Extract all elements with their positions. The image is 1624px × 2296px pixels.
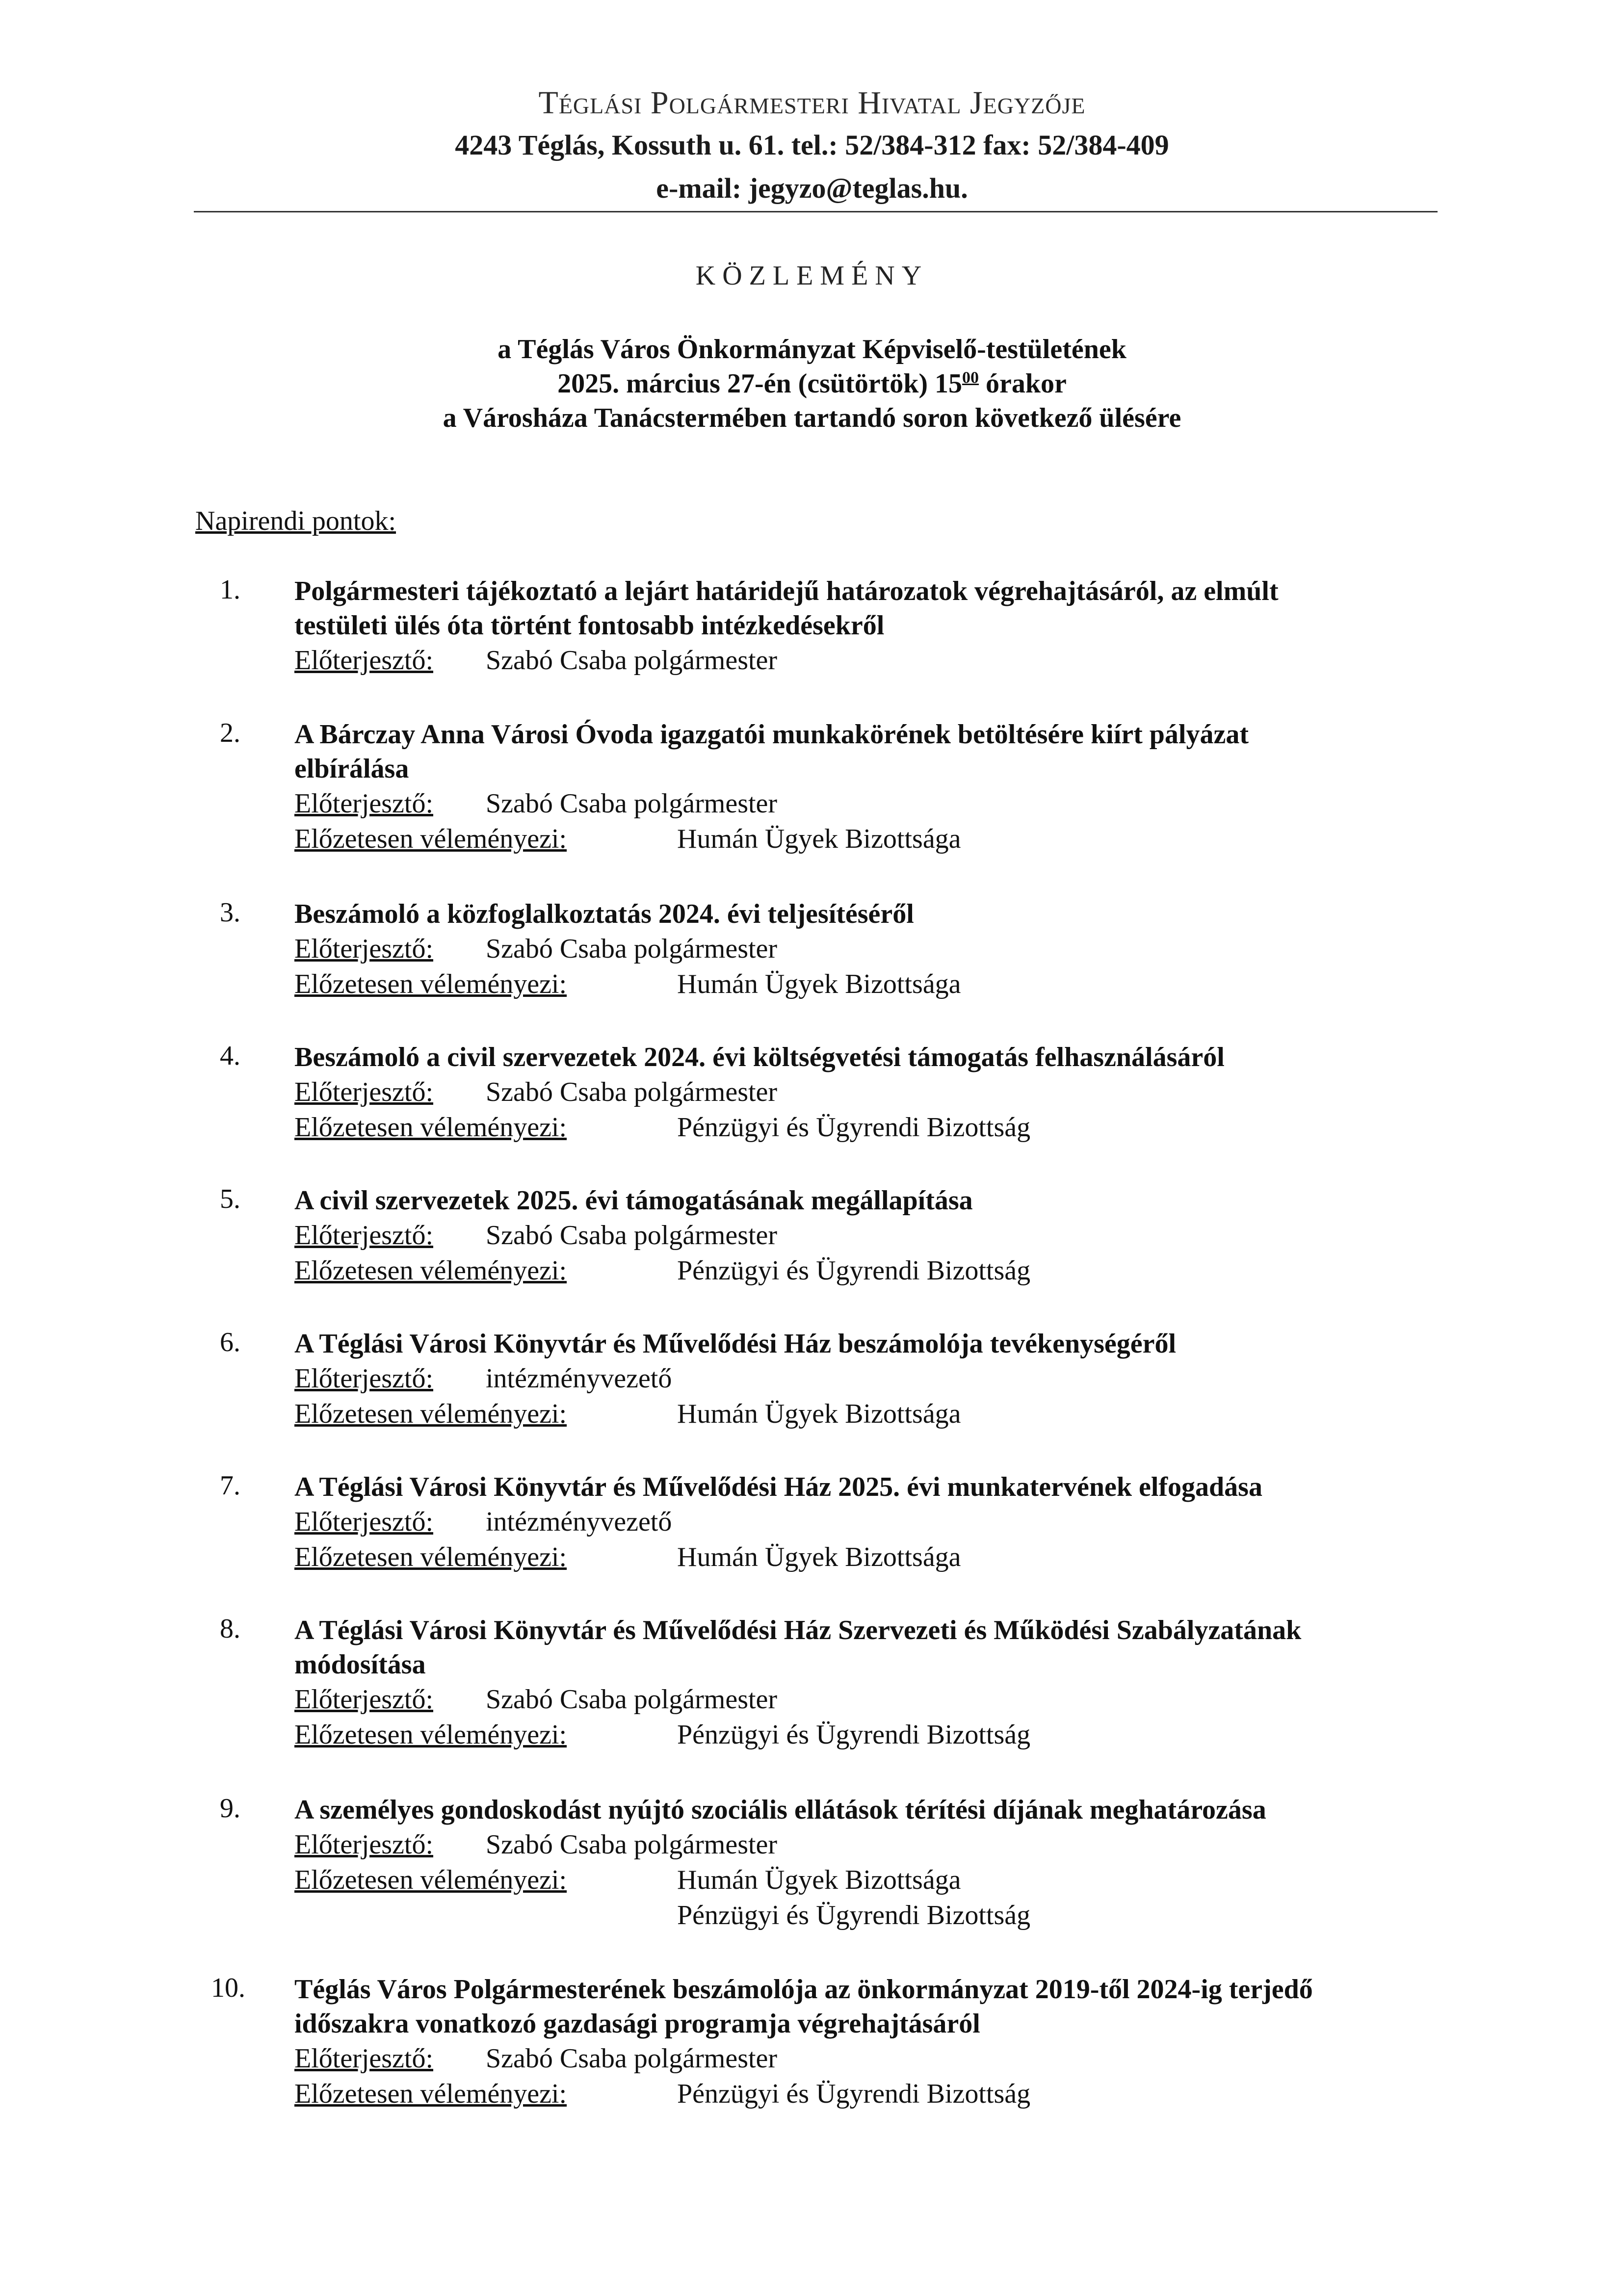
presenter-row <box>294 1361 1438 1396</box>
reviewer-row <box>294 966 1438 1002</box>
agenda-item-title-line-2: módosítása <box>294 1649 426 1680</box>
header-divider <box>194 211 1438 212</box>
presenter-label: Előterjesztő: <box>294 788 434 819</box>
presenter-row <box>294 643 1438 678</box>
meeting-date: 2025. március 27-én (csütörtök) 15 <box>557 368 963 399</box>
presenter-row <box>294 1504 1438 1539</box>
subtitle-line-1: a Téglás Város Önkormányzat Képviselő-testületének <box>498 334 1126 365</box>
reviewer-label: Előzetesen véleményezi: <box>294 2079 567 2109</box>
reviewer-label: Előzetesen véleményezi: <box>294 1865 567 1895</box>
agenda-item-number: 1. <box>220 574 240 605</box>
agenda-item-title: Beszámoló a közfoglalkoztatás 2024. évi teljesítéséről <box>294 899 914 929</box>
reviewer-value: Pénzügyi és Ügyrendi Bizottság <box>677 1112 1031 1143</box>
agenda-item-8 <box>220 1613 1438 1752</box>
agenda-item-title <box>294 574 1438 643</box>
presenter-row <box>294 931 1438 966</box>
reviewer-value: Humán Ügyek Bizottsága <box>677 969 961 999</box>
agenda-item-title: A civil szervezetek 2025. évi támogatásának megállapítása <box>294 1185 973 1216</box>
reviewer-label: Előzetesen véleményezi: <box>294 1255 567 1286</box>
presenter-label: Előterjesztő: <box>294 934 434 964</box>
presenter-label: Előterjesztő: <box>294 1507 434 1537</box>
subtitle-line-2 <box>0 368 1624 399</box>
agenda-item-title: A személyes gondoskodást nyújtó szociális ellátások térítési díjának meghatározása <box>294 1795 1266 1825</box>
reviewer-row <box>294 1396 1438 1432</box>
reviewer-value: Humán Ügyek Bizottsága <box>677 1542 961 1572</box>
agenda-item-3 <box>220 897 1438 1002</box>
reviewer-row <box>294 2076 1438 2112</box>
presenter-label: Előterjesztő: <box>294 1684 434 1715</box>
agenda-item-number: 8. <box>220 1614 240 1644</box>
agenda-item-7 <box>220 1470 1438 1575</box>
agenda-item-4 <box>220 1040 1438 1145</box>
reviewer-row-2 <box>294 1898 1438 1933</box>
reviewer-label: Előzetesen véleményezi: <box>294 969 567 999</box>
agenda-heading: Napirendi pontok: <box>195 506 396 536</box>
presenter-value: Szabó Csaba polgármester <box>486 2043 778 2074</box>
agenda-item-number: 2. <box>220 718 240 748</box>
reviewer-value-2: Pénzügyi és Ügyrendi Bizottság <box>677 1900 1031 1931</box>
presenter-row <box>294 1074 1438 1110</box>
presenter-value: Szabó Csaba polgármester <box>486 1829 778 1860</box>
presenter-row <box>294 786 1438 821</box>
presenter-value: Szabó Csaba polgármester <box>486 934 778 964</box>
presenter-label: Előterjesztő: <box>294 1829 434 1860</box>
reviewer-label: Előzetesen véleményezi: <box>294 1542 567 1572</box>
agenda-item-title <box>294 717 1438 786</box>
agenda-item-number: 9. <box>220 1793 240 1824</box>
reviewer-label: Előzetesen véleményezi: <box>294 1720 567 1750</box>
agenda-item-title-line-2: testületi ülés óta történt fontosabb intézkedésekről <box>294 610 885 641</box>
agenda-item-title-line-1: A Bárczay Anna Városi Óvoda igazgatói munkakörének betöltésére kiírt pályázat <box>294 719 1249 750</box>
agenda-item-title-line-1: Téglás Város Polgármesterének beszámolója az önkormányzat 2019-től 2024-ig terjedő <box>294 1974 1313 2005</box>
presenter-row <box>294 1218 1438 1253</box>
reviewer-row <box>294 1253 1438 1288</box>
agenda-item-1 <box>220 574 1438 678</box>
agenda-item-number: 4. <box>220 1041 240 1071</box>
meeting-time-minutes: 00 <box>962 368 979 387</box>
presenter-value: Szabó Csaba polgármester <box>486 1684 778 1715</box>
agenda-item-title-line-1: A Téglási Városi Könyvtár és Művelődési Ház Szervezeti és Működési Szabályzatának <box>294 1615 1302 1645</box>
reviewer-row <box>294 1539 1438 1575</box>
agenda-item-title <box>294 1972 1438 2041</box>
presenter-label: Előterjesztő: <box>294 1363 434 1394</box>
agenda-item-6 <box>220 1327 1438 1432</box>
agenda-item-2 <box>220 717 1438 857</box>
reviewer-label: Előzetesen véleményezi: <box>294 1112 567 1143</box>
subtitle-line-3: a Városháza Tanácstermében tartandó soron következő ülésére <box>443 403 1181 433</box>
presenter-row <box>294 1682 1438 1717</box>
reviewer-row <box>294 821 1438 857</box>
agenda-item-10 <box>211 1972 1438 2112</box>
presenter-value: Szabó Csaba polgármester <box>486 1220 778 1251</box>
agenda-item-title-line-2: elbírálása <box>294 754 409 784</box>
reviewer-row <box>294 1110 1438 1145</box>
agenda-item-title-line-2: időszakra vonatkozó gazdasági programja végrehajtásáról <box>294 2009 980 2039</box>
presenter-value: Szabó Csaba polgármester <box>486 1077 778 1107</box>
reviewer-label: Előzetesen véleményezi: <box>294 824 567 854</box>
agenda-item-title: A Téglási Városi Könyvtár és Művelődési Ház 2025. évi munkatervének elfogadása <box>294 1472 1262 1502</box>
agenda-item-number: 6. <box>220 1327 240 1357</box>
presenter-value: intézményvezető <box>486 1507 672 1537</box>
office-name: Téglási Polgármesteri Hivatal Jegyzője <box>538 85 1086 121</box>
agenda-item-number: 5. <box>220 1184 240 1214</box>
agenda-item-number: 7. <box>220 1470 240 1501</box>
presenter-value: Szabó Csaba polgármester <box>486 788 778 819</box>
agenda-item-title <box>294 1613 1438 1682</box>
office-email: e-mail: jegyzo@teglas.hu. <box>656 172 968 204</box>
agenda-item-5 <box>220 1183 1438 1288</box>
reviewer-value: Pénzügyi és Ügyrendi Bizottság <box>677 1720 1031 1750</box>
presenter-label: Előterjesztő: <box>294 2043 434 2074</box>
presenter-label: Előterjesztő: <box>294 1220 434 1251</box>
reviewer-row <box>294 1862 1438 1898</box>
office-address: 4243 Téglás, Kossuth u. 61. tel.: 52/384-312 fax: 52/384-409 <box>455 129 1169 161</box>
agenda-item-number: 3. <box>220 897 240 928</box>
document-title: KÖZLEMÉNY <box>695 261 929 291</box>
reviewer-value: Humán Ügyek Bizottsága <box>677 1399 961 1429</box>
presenter-row <box>294 1827 1438 1862</box>
presenter-label: Előterjesztő: <box>294 645 434 676</box>
agenda-item-number: 10. <box>211 1973 245 2003</box>
reviewer-value: Pénzügyi és Ügyrendi Bizottság <box>677 2079 1031 2109</box>
reviewer-value: Humán Ügyek Bizottsága <box>677 1865 961 1895</box>
meeting-time-suffix: órakor <box>979 368 1067 399</box>
reviewer-label: Előzetesen véleményezi: <box>294 1399 567 1429</box>
reviewer-value: Humán Ügyek Bizottsága <box>677 824 961 854</box>
agenda-item-9 <box>220 1793 1438 1933</box>
agenda-item-title: A Téglási Városi Könyvtár és Művelődési Ház beszámolója tevékenységéről <box>294 1329 1177 1359</box>
presenter-row <box>294 2041 1438 2076</box>
presenter-value: Szabó Csaba polgármester <box>486 645 778 676</box>
agenda-item-title-line-1: Polgármesteri tájékoztató a lejárt határidejű határozatok végrehajtásáról, az elmúlt <box>294 576 1279 606</box>
presenter-label: Előterjesztő: <box>294 1077 434 1107</box>
reviewer-value: Pénzügyi és Ügyrendi Bizottság <box>677 1255 1031 1286</box>
agenda-item-title: Beszámoló a civil szervezetek 2024. évi költségvetési támogatás felhasználásáról <box>294 1042 1225 1072</box>
presenter-value: intézményvezető <box>486 1363 672 1394</box>
reviewer-row <box>294 1717 1438 1752</box>
